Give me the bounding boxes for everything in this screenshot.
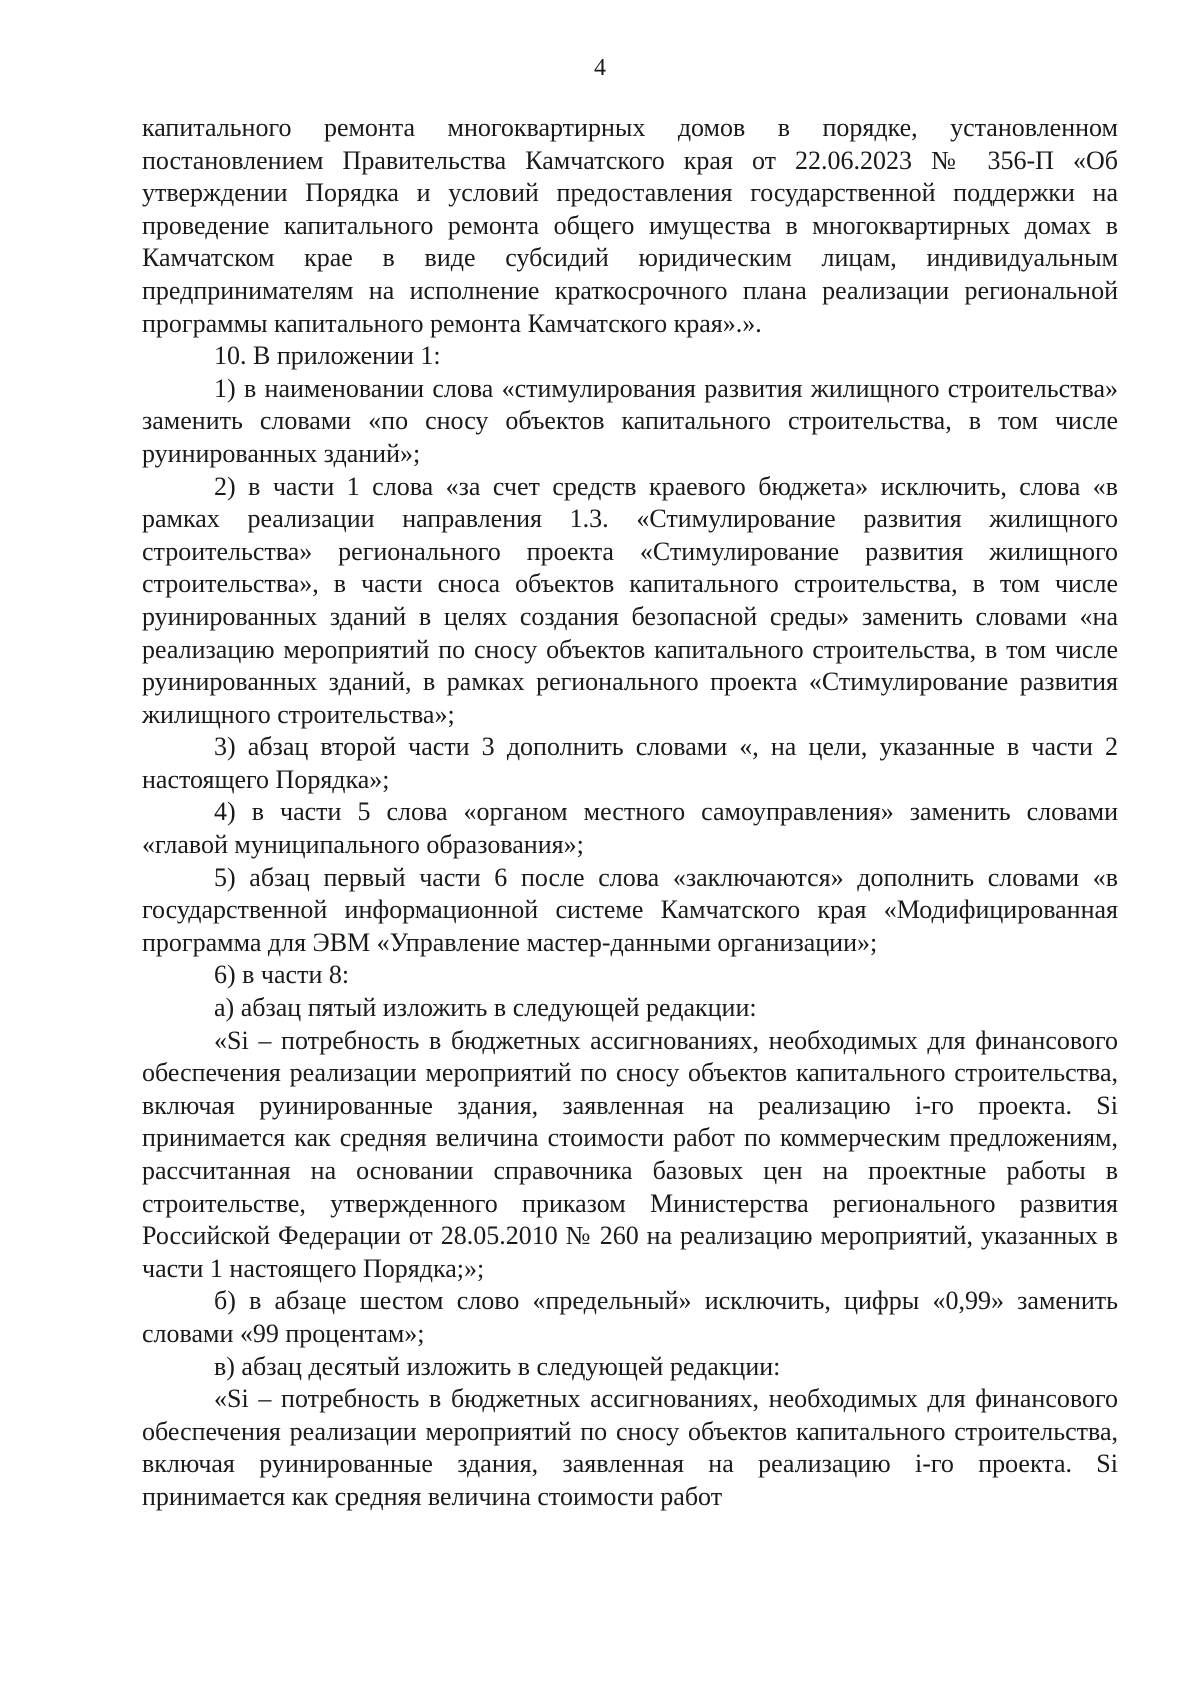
paragraph-subitem-1: 1) в наименовании слова «стимулирования развития жилищного строительства» заменить словами «по сносу объектов капитального строительства, в том числе руинированных зданий»; — [142, 373, 1118, 468]
paragraph-subitem-6v: в) абзац десятый изложить в следующей редакции: — [214, 1351, 781, 1381]
paragraph-quote-si-1: «Si – потребность в бюджетных ассигнованиях, необходимых для финансового обеспечения реализации мероприятий по сносу объектов капитального строительства, включая руинированные здания, заявленная на реализацию i-го проекта. Si принимается как средняя величина стоимости работ по коммерческим предложениям, рассчитанная на основании справочника базовых цен на проектные работы в строительстве, утвержденного приказом Министерства регионального развития Российской Федерации от 28.05.2010 № 260 на реализацию мероприятий, указанных в части 1 настоящего Порядка;»; — [142, 1025, 1118, 1283]
paragraph-subitem-6: 6) в части 8: — [214, 960, 350, 990]
paragraph-subitem-5: 5) абзац первый части 6 после слова «заключаются» дополнить словами «в государственной информационной системе Камчатского края «Модифицированная программа для ЭВМ «Управление мастер-данными организации»; — [142, 862, 1118, 957]
document-body — [142, 112, 1118, 1514]
paragraph-subitem-6b: б) в абзаце шестом слово «предельный» исключить, цифры «0,99» заменить словами «99 процентам»; — [142, 1286, 1118, 1348]
paragraph-subitem-6a: а) абзац пятый изложить в следующей редакции: — [214, 993, 757, 1023]
paragraph-subitem-4: 4) в части 5 слова «органом местного самоуправления» заменить словами «главой муниципального образования»; — [142, 797, 1118, 860]
paragraph-quote-si-2: «Si – потребность в бюджетных ассигнованиях, необходимых для финансового обеспечения реализации мероприятий по сносу объектов капитального строительства, включая руинированные здания, заявленная на реализацию i-го проекта. Si принимается как средняя величина стоимости работ — [142, 1384, 1118, 1511]
paragraph-subitem-2: 2) в части 1 слова «за счет средств краевого бюджета» исключить, слова «в рамках реализации направления 1.3. «Стимулирование развития жилищного строительства» регионального проекта «Стимулирование развития жилищного строительства», в части сноса объектов капитального строительства, в том числе руинированных зданий в целях создания безопасной среды» заменить словами «на реализацию мероприятий по сносу объектов капитального строительства, в том числе руинированных зданий, в рамках регионального проекта «Стимулирование развития жилищного строительства»; — [142, 471, 1118, 729]
paragraph-continuation: капитального ремонта многоквартирных домов в порядке, установленном постановлением Правительства Камчатского края от 22.06.2023 № 356-П «Об утверждении Порядка и условий предоставления государственной поддержки на проведение капитального ремонта общего имущества в многоквартирных домах в Камчатском крае в виде субсидий юридическим лицам, индивидуальным предпринимателям на исполнение краткосрочного плана реализации региональной программы капитального ремонта Камчатского края».». — [142, 113, 1118, 338]
page-number: 4 — [594, 55, 606, 81]
paragraph-subitem-3: 3) абзац второй части 3 дополнить словами «, на цели, указанные в части 2 настоящего Порядка»; — [142, 732, 1118, 794]
paragraph-item-10: 10. В приложении 1: — [214, 341, 441, 371]
